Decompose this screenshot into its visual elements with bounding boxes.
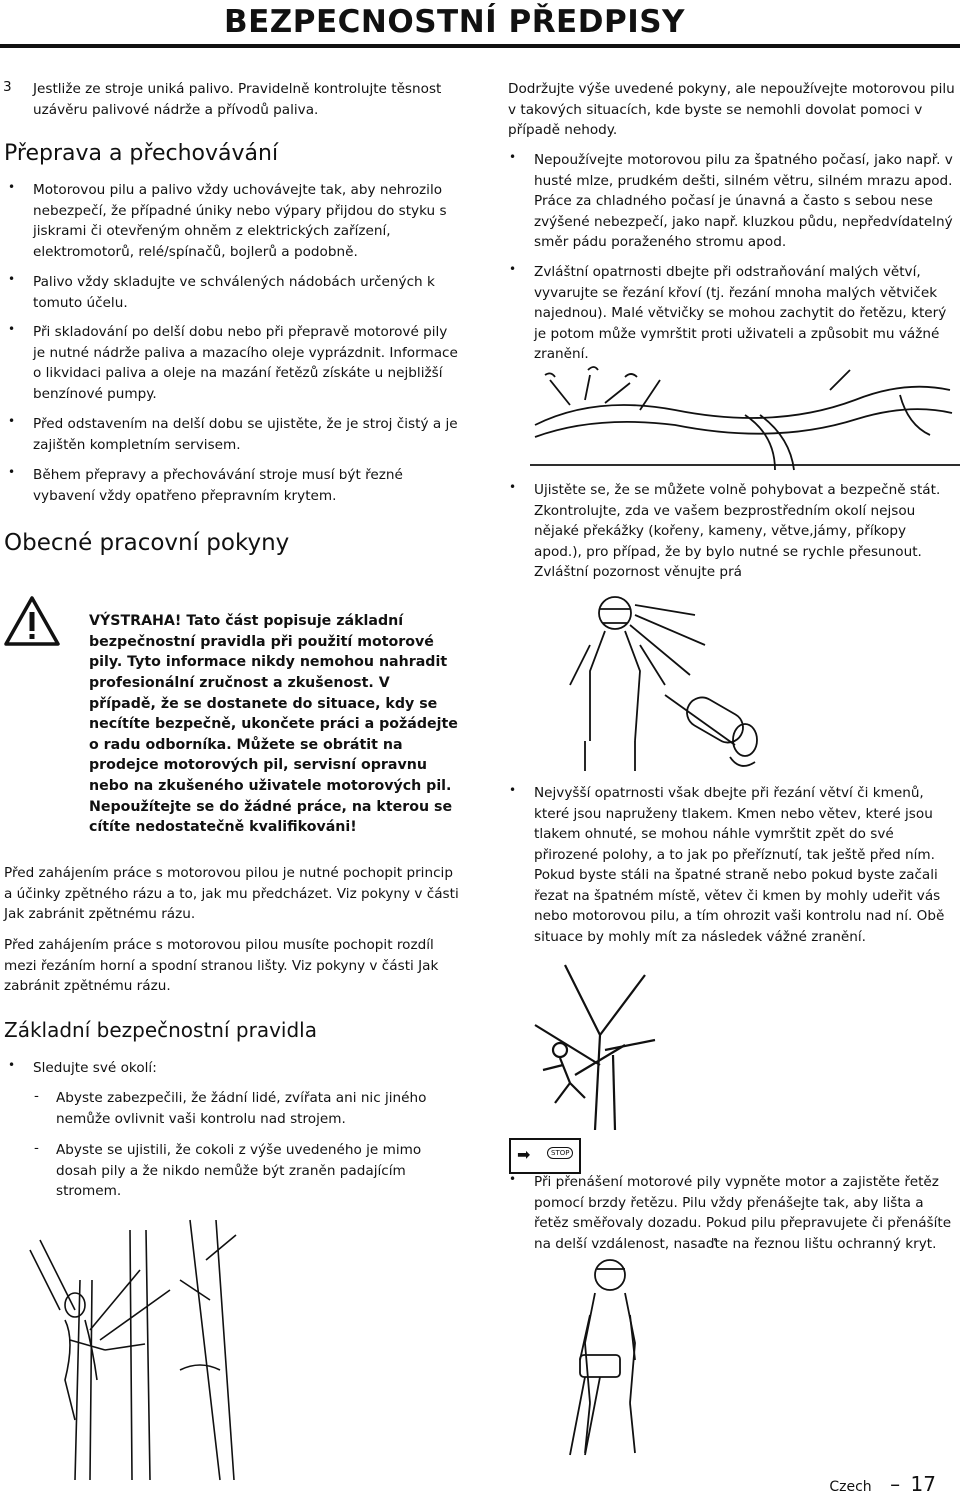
bullet: • [8, 180, 16, 194]
list-item [509, 1172, 956, 1254]
bent-branch-illustration [530, 365, 960, 475]
operator-illustration [555, 585, 780, 775]
paragraph: Dodržujte výše uvedené pokyny, ale nepoužívejte motorovou pilu v takových situacích, kde byste se nemohli dovolat pomoci v případě nehody. [508, 81, 955, 138]
page-title: BEZPECNOSTNÍ PŘEDPISY [224, 4, 685, 40]
warning-icon [4, 595, 60, 647]
dash: - [34, 1140, 39, 1156]
bullet: • [509, 150, 517, 164]
list-item-text: Nejvyšší opatrnosti však dbejte při řezání větví či kmenů, které jsou napruženy tlakem. Kmen nebo větev, které jsou tlakem ohnuté, se mohou náhle vymrštit zpět do své přirozené polohy, a to jak po přeříznutí, tak ještě před ním. Pokud byste stáli na špatné straně nebo pokud byste začali řezat na špatném místě, větev či kmen by mohly udeřit vás nebo motorovou pilu, a tím ohrozit vaši kontrolu nad ní. Obě situace by mohly mít za následek vážné zranění. [534, 785, 945, 945]
springback-illustration [505, 955, 685, 1130]
list-item [8, 272, 448, 313]
paragraph: Před zahájením práce s motorovou pilou musíte pochopit rozdíl mezi řezáním horní a spodní stranou lišty. Viz pokyny v části Jak zabránit zpětnému rázu. [4, 937, 439, 994]
bullet: • [8, 322, 16, 336]
list-item-text: Před odstavením na delší dobu se ujistěte, že je stroj čistý a je zajištěn kompletním servisem. [33, 416, 458, 453]
list-item [509, 783, 956, 947]
bullet: • [509, 783, 517, 797]
footer-dash: – [890, 1472, 901, 1496]
list-item [8, 414, 458, 455]
list-item-text: Ujistěte se, že se můžete volně pohybovat a bezpečně stát. Zkontrolujte, zda ve vašem bezprostředním okolí nejsou nějaké překážky (kořeny, kameny, větve,jámy, příkopy apod.), pro případ, že by bylo nutné se rychle přesunout. Zvláštní pozornost věnujte prá [534, 482, 941, 580]
list-item [509, 480, 956, 583]
dash: - [34, 1088, 39, 1104]
bullet: • [509, 262, 517, 276]
stop-icon: STOP [547, 1147, 573, 1159]
list-item [509, 262, 954, 365]
list-item [8, 1058, 453, 1079]
item-number: 3 [3, 79, 12, 95]
list-item [8, 322, 458, 404]
list-item-text: Jestliže ze stroje uniká palivo. Pravidelně kontrolujte těsnost uzávěru palivové nádrže a přívodů paliva. [33, 81, 442, 118]
list-item [8, 180, 448, 262]
footer-language: Czech [829, 1479, 872, 1495]
paragraph: Před zahájením práce s motorovou pilou je nutné pochopit princip a účinky zpětného rázu a to, jak mu předcházet. Viz pokyny v části Jak zabránit zpětnému rázu. [4, 865, 459, 922]
bullet: • [509, 1172, 517, 1186]
bullet: • [509, 480, 517, 494]
list-item-text: Při skladování po delší dobu nebo při přepravě motorové pily je nutné nádrže paliva a mazacího oleje vyprázdnit. Informace o likvidaci paliva a oleje na mazání řetězů získáte u nejbližší benzínové pumpy. [33, 324, 458, 402]
header-rule [0, 44, 960, 48]
section-heading-general: Obecné pracovní pokyny [4, 530, 290, 556]
bullet: • [8, 272, 16, 286]
list-item-text: Palivo vždy skladujte ve schválených nádobách určených k tomuto účelu. [33, 274, 435, 311]
felling-zone-illustration [20, 1210, 280, 1490]
list-item [8, 465, 458, 506]
page-footer [829, 1472, 936, 1496]
bullet: • [8, 414, 16, 428]
list-item-3 [3, 79, 473, 120]
dash-item [34, 1088, 436, 1129]
section-heading-transport: Přeprava a přechovávání [4, 141, 279, 166]
list-item-text: Sledujte své okolí: [33, 1060, 157, 1076]
dash-item [34, 1140, 436, 1202]
list-item-text: Při přenášení motorové pily vypněte motor a zajistěte řetěz pomocí brzdy řetězu. Pilu vždy přenášejte tak, aby lišta a řetěz směřovaly dozadu. Pokud pilu přepravujete či přenášíte na delší vzdálenost, nasaďte na řeznou lištu ochranný kryt. [534, 1174, 952, 1252]
bullet: • [8, 1058, 16, 1072]
list-item-text: Motorovou pilu a palivo vždy uchovávejte tak, aby nehrozilo nebezpečí, že případné úniky nebo výpary přijdou do styku s jiskrami či otevřeným ohněm z elektrických zařízení, elektromotorů, relé/spínačů, bojlerů a podobně. [33, 182, 447, 260]
list-item-text: Abyste se ujistili, že cokoli z výše uvedeného je mimo dosah pily a že nikdo nemůže být zraněn padajícím stromem. [56, 1142, 422, 1199]
list-item-text: Během přepravy a přechovávání stroje musí být řezné vybavení vždy opatřeno přepravním krytem. [33, 467, 403, 504]
page-number: 17 [910, 1472, 936, 1496]
list-item-text: Abyste zabezpečili, že žádní lidé, zvířata ani nic jiného nemůže ovlivnit vaši kontrolu nad strojem. [56, 1090, 427, 1127]
section-heading-basic: Základní bezpečnostní pravidla [4, 1018, 317, 1042]
list-item [509, 150, 954, 253]
warning-text: VÝSTRAHA! Tato část popisuje základní bezpečnostní pravidla při použití motorové pily. Tyto informace nikdy nemohou nahradit profesionální zručnost a zkušenost. V případě, že se dostanete do situace, kdy se necítíte bezpečně, ukončete práci a požádejte o radu odborníka. Můžete se obrátit na prodejce motorových pil, servisní opravnu nebo na zkušeného uživatele motorových pil. Nepoužítejte se do žádné práce, na kterou se cítíte nedostatečně kvalifikováni! [89, 613, 458, 836]
arrow-icon: ➡ [517, 1145, 531, 1164]
carry-chainsaw-illustration [555, 1255, 675, 1465]
brake-symbol-box [509, 1138, 581, 1174]
bullet: • [8, 465, 16, 479]
list-item-text: Zvláštní opatrnosti dbejte při odstraňování malých větví, vyvarujte se řezání křoví (tj. řezání mnoha malých větviček najednou). Malé větvičky se mohou zachytit do řetězu, který je potom může vymrštit proti uživateli a způsobit mu vážné zranění. [534, 264, 947, 362]
list-item-text: Nepoužívejte motorovou pilu za špatného počasí, jako např. v husté mlze, prudkém dešti, silném větru, silném mrazu apod. Práce za chladného počasí je únavná a často s sebou nese zvýšené nebezpečí, jako např. kluzkou půdu, nepředvídatelný směr pádu poraženého stromu apod. [534, 152, 953, 250]
